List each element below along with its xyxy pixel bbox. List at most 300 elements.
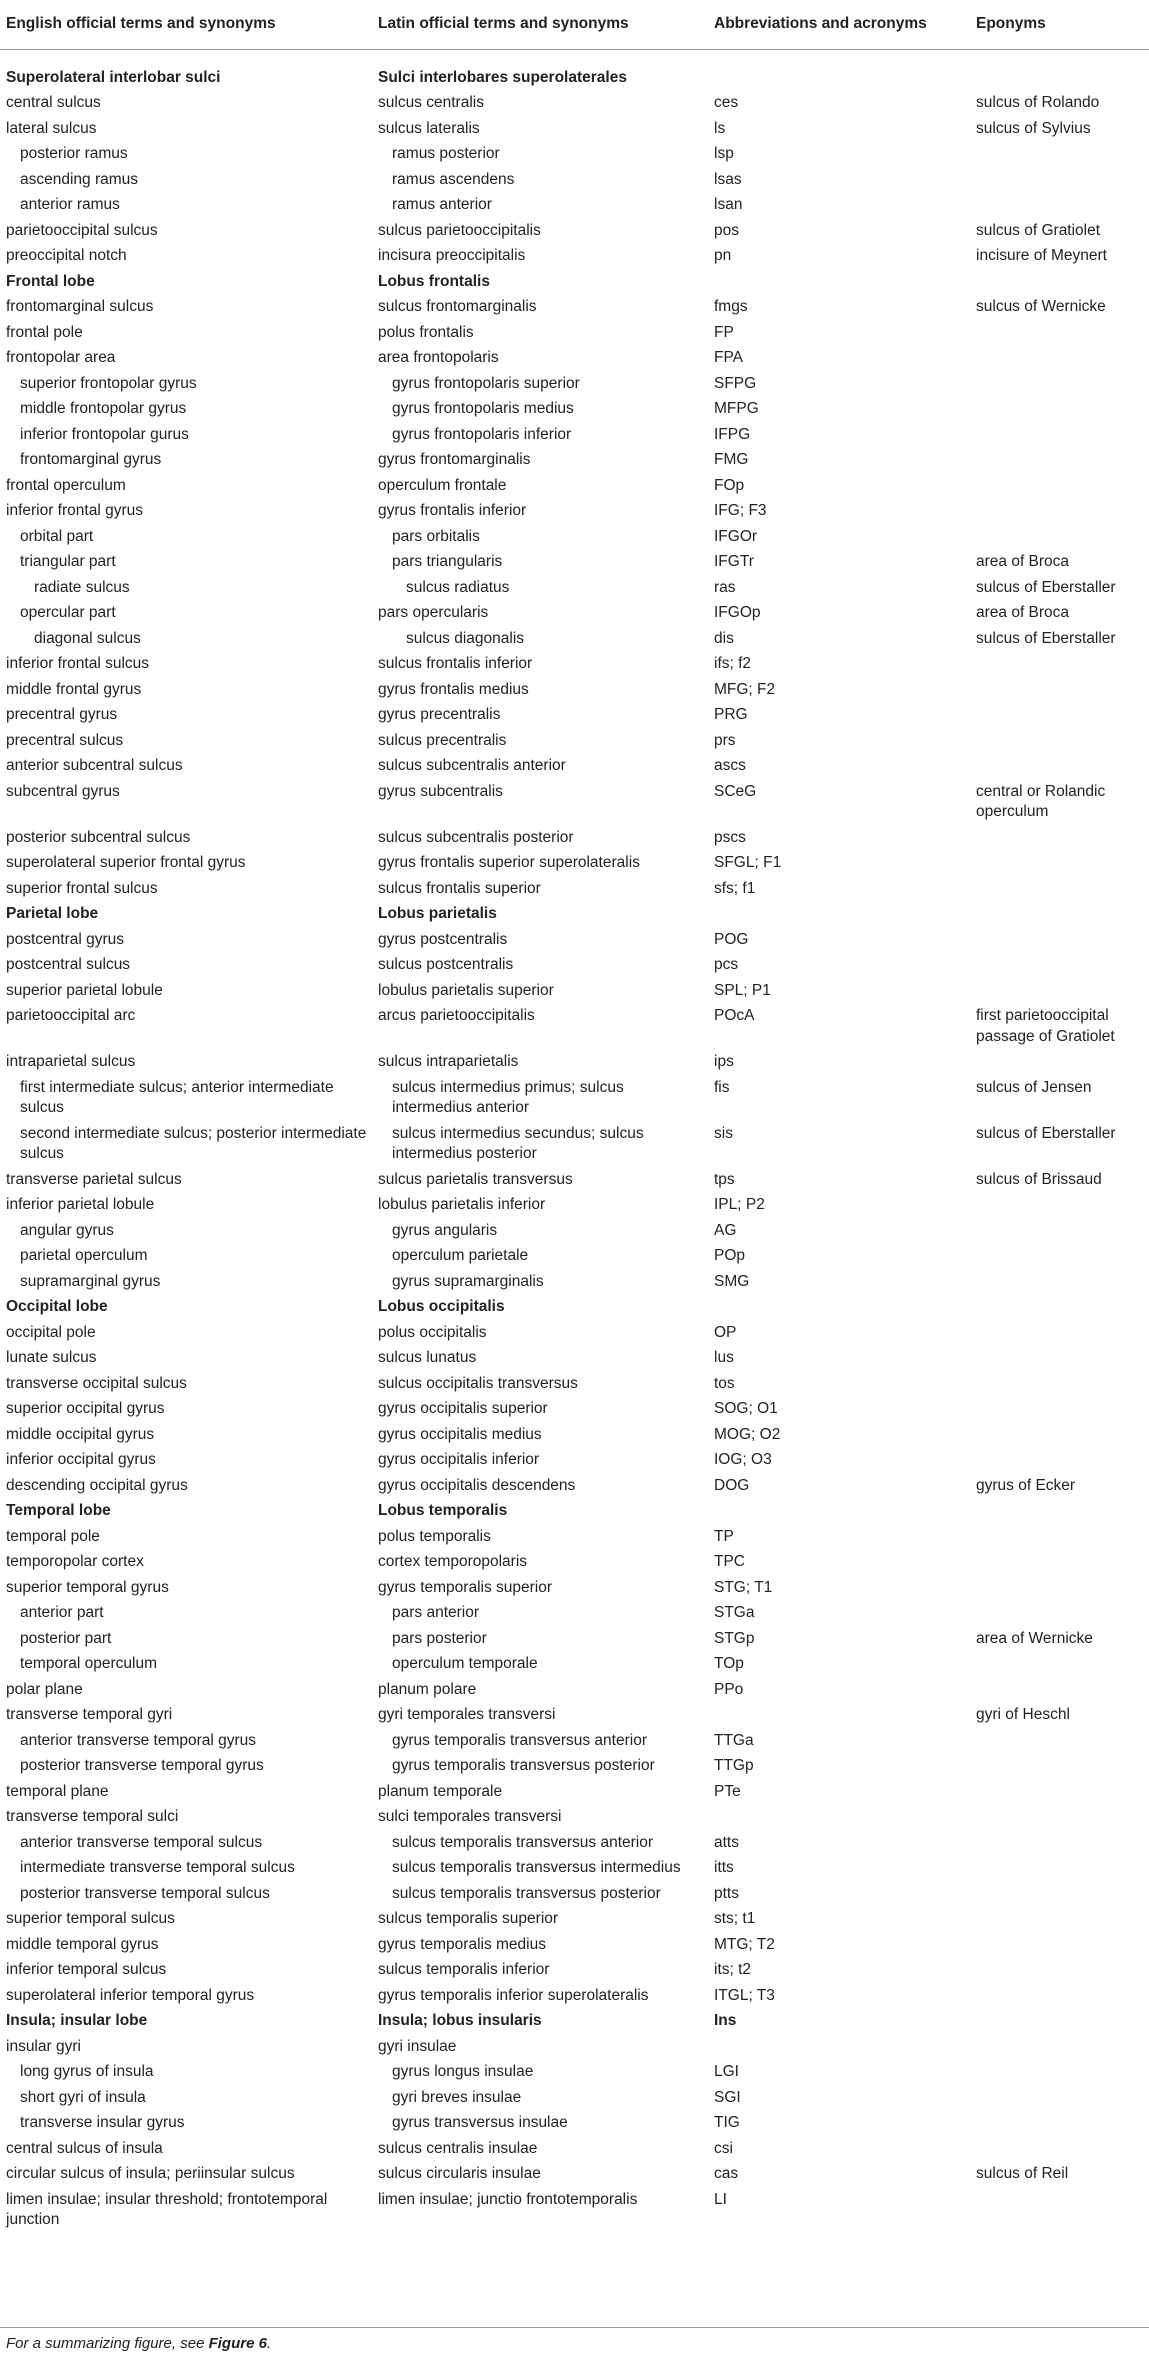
english-term-cell: posterior transverse temporal sulcus [20,1884,270,1902]
eponym-cell [970,473,1149,499]
footnote-prefix: For a summarizing figure, see [6,2335,209,2352]
eponym-cell: sulcus of Eberstaller [976,578,1116,596]
header-abbreviations: Abbreviations and acronyms [708,0,970,49]
eponym-cell [970,49,1149,90]
abbreviation-cell: its; t2 [714,1961,752,1978]
eponym-cell [970,167,1149,193]
latin-term-cell: sulcus subcentralis anterior [378,757,566,774]
abbreviation-cell [708,901,970,927]
english-term-cell: transverse temporal gyri [6,1706,173,1723]
table-row [0,1167,1149,1193]
latin-term-cell: sulci temporales transversi [378,1808,562,1825]
latin-term-cell: Lobus parietalis [378,905,497,922]
eponym-cell [970,2187,1149,2233]
abbreviation-cell: PPo [714,1680,744,1698]
english-term-cell: polar plane [6,1680,83,1698]
eponym-cell [970,320,1149,346]
english-term-cell: supramarginal gyrus [20,1272,161,1290]
abbreviation-cell [708,269,970,295]
table-row [0,702,1149,728]
abbreviation-cell: TTGp [714,1757,754,1774]
abbreviation-cell: STGa [714,1604,755,1621]
table-row [0,1524,1149,1550]
abbreviation-cell: FOp [714,476,745,494]
table-row [0,422,1149,448]
latin-term-cell: ramus anterior [392,196,492,213]
latin-term-cell: sulcus frontomarginalis [378,298,537,315]
english-term-cell: inferior temporal sulcus [6,1961,167,1978]
latin-term-cell: gyrus frontalis inferior [378,502,527,519]
abbreviation-cell: SCeG [714,782,757,800]
eponym-cell [970,927,1149,953]
eponym-cell [970,371,1149,397]
latin-term-cell: sulcus subcentralis posterior [378,828,574,846]
latin-term-cell: sulcus postcentralis [378,956,514,973]
latin-term-cell: sulcus parietooccipitalis [378,221,541,239]
english-term-cell: superior parietal lobule [6,981,163,999]
table-row [0,1728,1149,1754]
abbreviation-cell: LI [714,2190,727,2208]
latin-term-cell: sulcus intermedius secundus; sulcus intermedius posterior [392,1124,644,1162]
eponym-cell [970,1881,1149,1907]
english-term-cell: posterior subcentral sulcus [6,828,191,846]
abbreviation-cell [708,1498,970,1524]
eponym-cell: gyrus of Ecker [976,1476,1076,1494]
eponym-cell [970,753,1149,779]
latin-term-cell: gyrus precentralis [378,706,501,723]
abbreviation-cell: OP [714,1323,737,1341]
eponym-cell [970,1320,1149,1346]
eponym-cell [970,447,1149,473]
table-row [0,978,1149,1004]
abbreviation-cell: STG; T1 [714,1578,773,1596]
abbreviation-cell: IFGOr [714,527,758,545]
latin-term-cell: cortex temporopolaris [378,1553,528,1570]
eponym-cell [970,1728,1149,1754]
table-row [0,1371,1149,1397]
english-term-cell: frontal pole [6,323,83,341]
table-row [0,779,1149,825]
abbreviation-cell: SOG; O1 [714,1400,778,1417]
abbreviation-cell: IOG; O3 [714,1451,772,1468]
english-term-cell: transverse occipital sulcus [6,1374,187,1392]
eponym-cell [970,1600,1149,1626]
eponym-cell: sulcus of Sylvius [976,119,1091,137]
eponym-cell [970,1575,1149,1601]
eponym-cell [970,1932,1149,1958]
abbreviation-cell: sts; t1 [714,1910,756,1927]
latin-term-cell: gyrus frontopolaris inferior [392,425,572,443]
english-term-cell: inferior frontopolar gurus [20,425,189,443]
table-row [0,447,1149,473]
abbreviation-cell: lus [714,1349,734,1366]
latin-term-cell: sulcus intraparietalis [378,1053,519,1070]
table-row [0,927,1149,953]
eponym-cell [970,1269,1149,1295]
abbreviation-cell: PTe [714,1782,741,1800]
latin-term-cell: pars orbitalis [392,527,480,545]
eponym-cell [970,1906,1149,1932]
table-row [0,1049,1149,1075]
latin-term-cell: polus occipitalis [378,1323,487,1341]
eponym-cell: area of Broca [976,553,1070,570]
english-term-cell: triangular part [20,553,116,570]
abbreviation-cell: dis [714,629,734,647]
abbreviation-cell: IFG; F3 [714,502,767,519]
english-term-cell: posterior part [20,1629,112,1647]
english-term-cell: posterior transverse temporal gyrus [20,1757,264,1774]
latin-term-cell: arcus parietooccipitalis [378,1007,535,1024]
abbreviation-cell: prs [714,731,736,749]
abbreviation-cell: MTG; T2 [714,1935,775,1953]
latin-term-cell: pars posterior [392,1629,487,1647]
table-row [0,2187,1149,2233]
eponym-cell [970,1753,1149,1779]
english-term-cell: radiate sulcus [34,578,130,596]
latin-term-cell: sulcus radiatus [406,578,510,596]
abbreviation-cell: sis [714,1124,733,1142]
abbreviation-cell: IFPG [714,425,751,443]
table-row [0,90,1149,116]
eponym-cell [970,825,1149,851]
abbreviation-cell: SFGL; F1 [714,854,782,871]
eponym-cell: sulcus of Eberstaller [976,1124,1116,1142]
table-row [0,1983,1149,2009]
table-row [0,1192,1149,1218]
table-row [0,2034,1149,2060]
abbreviation-cell: ascs [714,757,746,774]
eponym-cell: sulcus of Gratiolet [976,221,1101,239]
table-row [0,753,1149,779]
latin-term-cell: gyrus occipitalis superior [378,1400,548,1417]
abbreviation-cell: csi [714,2139,733,2157]
eponym-cell [970,1345,1149,1371]
latin-term-cell: sulcus temporalis transversus posterior [392,1884,661,1902]
english-term-cell: limen insulae; insular threshold; frontotemporal junction [6,2190,328,2228]
english-term-cell: anterior part [20,1604,104,1621]
english-term-cell: occipital pole [6,1323,96,1341]
latin-term-cell: sulcus frontalis superior [378,879,541,897]
table-row [0,825,1149,851]
table-row [0,1600,1149,1626]
latin-term-cell: lobulus parietalis inferior [378,1196,546,1213]
table-row [0,1218,1149,1244]
table-body [0,49,1149,2233]
english-term-cell: short gyri of insula [20,2088,146,2106]
english-term-cell: superolateral inferior temporal gyrus [6,1986,255,2004]
abbreviation-cell: lsas [714,170,742,188]
eponym-cell [970,651,1149,677]
english-term-cell: middle temporal gyrus [6,1935,159,1953]
table-row [0,1549,1149,1575]
abbreviation-cell: pcs [714,956,739,973]
eponym-cell [970,2085,1149,2111]
section-row [0,2008,1149,2034]
table-row [0,1830,1149,1856]
table-row [0,1345,1149,1371]
latin-term-cell: pars opercularis [378,604,489,621]
latin-term-cell: sulcus precentralis [378,731,507,749]
eponym-cell [970,2110,1149,2136]
table-row [0,1575,1149,1601]
english-term-cell: transverse temporal sulci [6,1808,179,1825]
abbreviation-cell: POp [714,1247,746,1264]
latin-term-cell: gyrus temporalis medius [378,1935,546,1953]
english-term-cell: frontal operculum [6,476,126,494]
latin-term-cell: Insula; lobus insularis [378,2012,542,2029]
table-row [0,1626,1149,1652]
table-row [0,396,1149,422]
abbreviation-cell: DOG [714,1476,750,1494]
eponym-cell [970,1422,1149,1448]
latin-term-cell: lobulus parietalis superior [378,981,554,999]
eponym-cell [970,2008,1149,2034]
abbreviation-cell: ptts [714,1884,739,1902]
eponym-cell [970,1983,1149,2009]
table-row [0,218,1149,244]
latin-term-cell: gyrus temporalis transversus anterior [392,1731,647,1749]
english-term-cell: first intermediate sulcus; anterior intermediate sulcus [20,1078,334,1116]
english-term-cell: anterior transverse temporal gyrus [20,1731,257,1749]
abbreviation-cell: fmgs [714,298,748,315]
latin-term-cell: ramus ascendens [392,170,515,188]
english-term-cell: Insula; insular lobe [6,2012,148,2029]
eponym-cell [970,1830,1149,1856]
latin-term-cell: pars triangularis [392,553,503,570]
abbreviation-cell: ras [714,578,736,596]
eponym-cell: gyri of Heschl [976,1706,1070,1723]
eponym-cell [970,1192,1149,1218]
english-term-cell: superior temporal sulcus [6,1910,175,1927]
english-term-cell: superolateral superior frontal gyrus [6,854,246,871]
english-term-cell: inferior frontal gyrus [6,502,143,519]
latin-term-cell: sulcus lateralis [378,119,480,137]
eponym-cell [970,422,1149,448]
abbreviation-cell: PRG [714,706,748,723]
eponym-cell: incisure of Meynert [976,247,1107,264]
abbreviation-cell: itts [714,1859,734,1876]
abbreviation-cell: TTGa [714,1731,754,1749]
abbreviation-cell: POG [714,930,749,948]
table-row [0,1677,1149,1703]
table-row [0,1075,1149,1121]
abbreviation-cell: pos [714,221,739,239]
eponym-cell [970,498,1149,524]
latin-term-cell: Lobus temporalis [378,1502,508,1519]
eponym-cell [970,901,1149,927]
abbreviation-cell: MFG; F2 [714,680,776,698]
abbreviation-cell: lsan [714,196,743,213]
table-row [0,1422,1149,1448]
abbreviation-cell: TPC [714,1553,745,1570]
latin-term-cell: sulcus parietalis transversus [378,1170,573,1188]
latin-term-cell: planum temporale [378,1782,503,1800]
eponym-cell [970,876,1149,902]
abbreviation-cell: FMG [714,451,749,468]
latin-term-cell: ramus posterior [392,145,500,162]
table-row [0,498,1149,524]
english-term-cell: temporal plane [6,1782,109,1800]
abbreviation-cell: SFPG [714,374,757,392]
table-row [0,952,1149,978]
table-row [0,1396,1149,1422]
table-row [0,2110,1149,2136]
latin-term-cell: gyri temporales transversi [378,1706,556,1723]
table-row [0,2085,1149,2111]
english-term-cell: angular gyrus [20,1221,114,1239]
table-row [0,850,1149,876]
table-row [0,294,1149,320]
english-term-cell: posterior ramus [20,145,128,162]
table-row [0,549,1149,575]
table-row [0,1473,1149,1499]
english-term-cell: central sulcus [6,94,101,111]
section-row [0,1498,1149,1524]
eponym-cell [970,1396,1149,1422]
eponym-cell: first parietooccipital passage of Gratiolet [976,1007,1115,1045]
latin-term-cell: operculum parietale [392,1247,529,1264]
eponym-cell [970,2059,1149,2085]
latin-term-cell: polus frontalis [378,323,474,341]
table-row [0,524,1149,550]
eponym-cell [970,345,1149,371]
abbreviation-cell: STGp [714,1629,755,1647]
english-term-cell: transverse parietal sulcus [6,1170,182,1188]
section-row [0,269,1149,295]
english-term-cell: temporal operculum [20,1655,157,1672]
abbreviation-cell: TOp [714,1655,744,1672]
table-row [0,2136,1149,2162]
table-header-row [0,0,1149,49]
latin-term-cell: Lobus occipitalis [378,1298,505,1315]
table-footnote [0,2327,1149,2352]
table-row [0,1804,1149,1830]
abbreviation-cell: FPA [714,349,743,366]
table-row [0,116,1149,142]
table-row [0,728,1149,754]
eponym-cell [970,978,1149,1004]
eponym-cell [970,677,1149,703]
abbreviation-cell: POcA [714,1007,755,1024]
latin-term-cell: Lobus frontalis [378,272,490,290]
english-term-cell: circular sulcus of insula; periinsular sulcus [6,2165,295,2182]
english-term-cell: parietooccipital sulcus [6,221,158,239]
english-term-cell: inferior occipital gyrus [6,1451,156,1468]
latin-term-cell: planum polare [378,1680,477,1698]
english-term-cell: ascending ramus [20,170,139,188]
latin-term-cell: sulcus centralis insulae [378,2139,538,2157]
eponym-cell [970,1779,1149,1805]
eponym-cell [970,1218,1149,1244]
latin-term-cell: gyrus postcentralis [378,930,508,948]
latin-term-cell: pars anterior [392,1604,480,1621]
eponym-cell [970,1651,1149,1677]
abbreviation-cell: FP [714,323,734,341]
abbreviation-cell [708,49,970,90]
latin-term-cell: limen insulae; junctio frontotemporalis [378,2190,638,2208]
abbreviation-cell: ces [714,94,739,111]
latin-term-cell: operculum frontale [378,476,507,494]
eponym-cell [970,728,1149,754]
eponym-cell [970,702,1149,728]
eponym-cell: sulcus of Wernicke [976,298,1106,315]
english-term-cell: long gyrus of insula [20,2063,154,2080]
abbreviation-cell [708,2034,970,2060]
latin-term-cell: sulcus circularis insulae [378,2165,541,2182]
latin-term-cell: gyrus transversus insulae [392,2114,568,2131]
latin-term-cell: gyrus frontopolaris medius [392,400,574,417]
latin-term-cell: gyrus occipitalis medius [378,1425,542,1443]
table-row [0,1269,1149,1295]
eponym-cell [970,1677,1149,1703]
abbreviation-cell [708,1702,970,1728]
english-term-cell: middle frontal gyrus [6,680,142,698]
table-row [0,243,1149,269]
latin-term-cell: gyrus frontalis medius [378,680,529,698]
section-row [0,49,1149,90]
latin-term-cell: gyrus temporalis transversus posterior [392,1757,655,1774]
table-row [0,1121,1149,1167]
footnote-figure-link[interactable]: Figure 6 [208,2335,267,2352]
english-term-cell: descending occipital gyrus [6,1476,188,1494]
latin-term-cell: gyrus occipitalis inferior [378,1451,540,1468]
eponym-cell [970,1804,1149,1830]
latin-term-cell: incisura preoccipitalis [378,247,526,264]
english-term-cell: second intermediate sulcus; posterior intermediate sulcus [20,1124,367,1162]
header-latin: Latin official terms and synonyms [372,0,708,49]
abbreviation-cell: fis [714,1078,730,1096]
english-term-cell: Temporal lobe [6,1502,111,1519]
english-term-cell: superior frontopolar gyrus [20,374,197,392]
table-row [0,2161,1149,2187]
eponym-cell [970,1447,1149,1473]
header-eponyms: Eponyms [970,0,1149,49]
abbreviation-cell: MOG; O2 [714,1425,781,1443]
table-row [0,1320,1149,1346]
table-row [0,141,1149,167]
abbreviation-cell: atts [714,1833,739,1851]
english-term-cell: intraparietal sulcus [6,1053,136,1070]
latin-term-cell: sulcus lunatus [378,1349,477,1366]
abbreviation-cell: lsp [714,145,734,162]
abbreviation-cell: TP [714,1527,734,1545]
abbreviation-cell: SGI [714,2088,741,2106]
english-term-cell: parietooccipital arc [6,1007,136,1024]
english-term-cell: subcentral gyrus [6,782,120,800]
latin-term-cell: gyrus temporalis inferior superolateralis [378,1986,649,2004]
eponym-cell [970,1524,1149,1550]
english-term-cell: lunate sulcus [6,1349,97,1366]
eponym-cell [970,2034,1149,2060]
abbreviation-cell: sfs; f1 [714,879,756,897]
english-term-cell: inferior parietal lobule [6,1196,155,1213]
english-term-cell: postcentral sulcus [6,956,131,973]
english-term-cell: lateral sulcus [6,119,97,137]
latin-term-cell: polus temporalis [378,1527,491,1545]
table-row [0,1957,1149,1983]
abbreviation-cell: IFGOp [714,604,761,621]
latin-term-cell: sulcus occipitalis transversus [378,1374,578,1392]
english-term-cell: Frontal lobe [6,272,95,290]
eponym-cell [970,1855,1149,1881]
table-row [0,473,1149,499]
table-row [0,575,1149,601]
latin-term-cell: gyrus subcentralis [378,782,503,800]
english-term-cell: middle frontopolar gyrus [20,400,187,417]
eponym-cell: sulcus of Brissaud [976,1170,1102,1188]
eponym-cell [970,1957,1149,1983]
latin-term-cell: gyrus temporalis superior [378,1578,553,1596]
